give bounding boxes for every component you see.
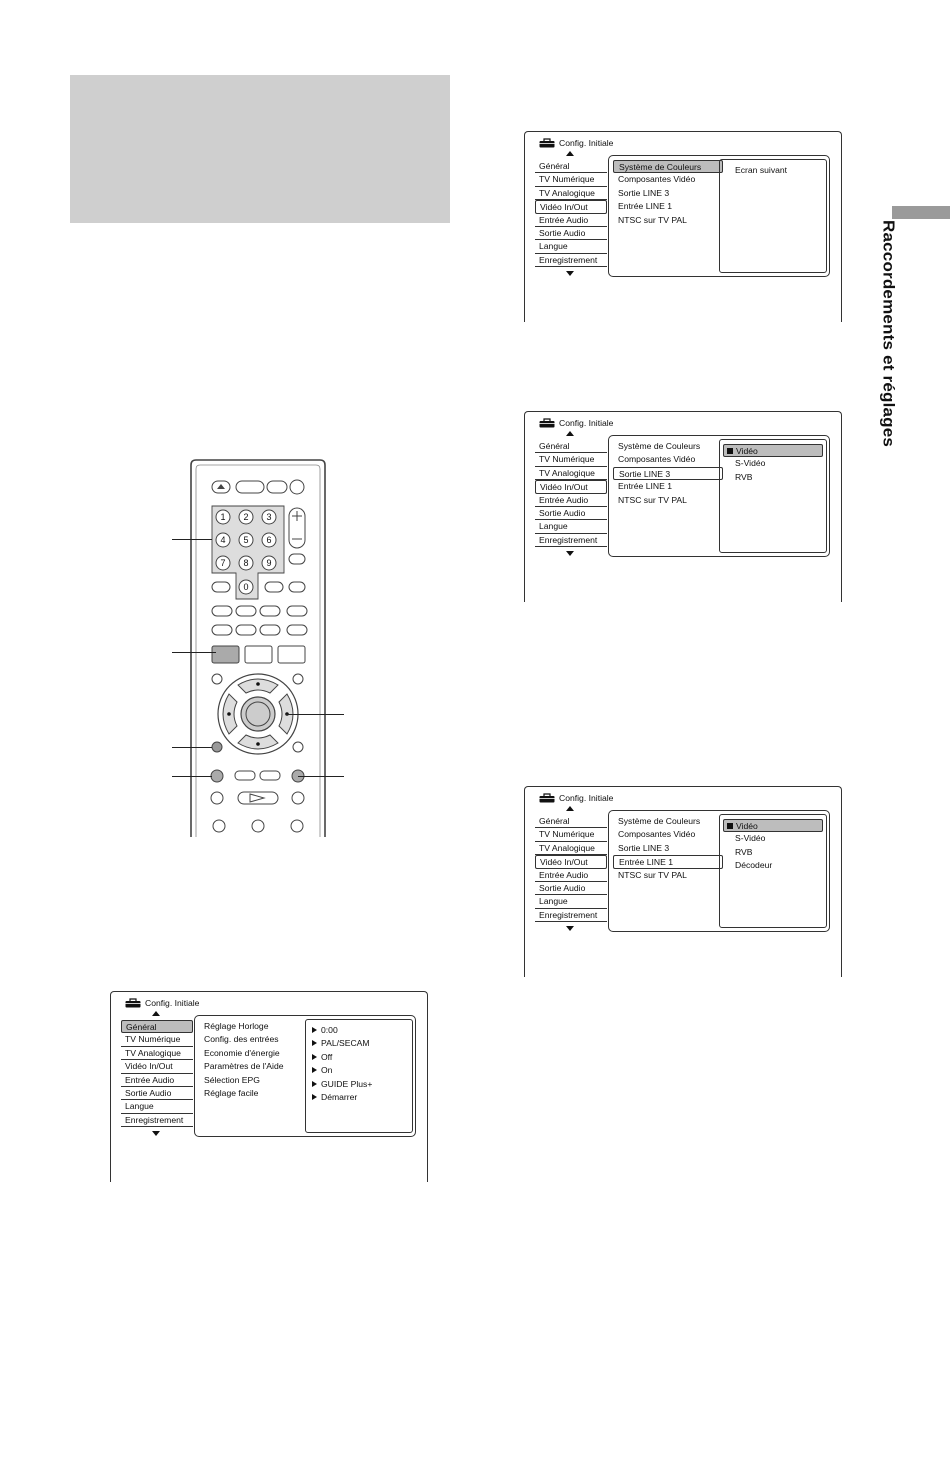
category-item[interactable]: TV Analogique	[121, 1047, 193, 1060]
scroll-down-icon	[566, 551, 574, 556]
value-text: Ecran suivant	[735, 165, 788, 175]
scroll-up-icon	[566, 806, 574, 811]
value-list	[720, 440, 826, 484]
callout-line-system-menu	[172, 652, 216, 653]
screen-title	[539, 792, 613, 804]
toolbox-icon	[539, 793, 555, 803]
callout-line-next	[298, 776, 344, 777]
category-item[interactable]: Enregistrement	[535, 254, 607, 267]
category-item[interactable]: TV Numérique	[535, 173, 607, 186]
screen-title-text: Config. Initiale	[559, 793, 614, 803]
remote-digit-3: 3	[266, 512, 272, 523]
value-text: S-Vidéo	[735, 833, 766, 844]
category-item[interactable]: TV Analogique	[535, 842, 607, 855]
category-item[interactable]: Enregistrement	[535, 534, 607, 547]
section-title-text: Raccordements et réglages	[879, 220, 897, 448]
screen-title-text: Config. Initiale	[145, 998, 200, 1008]
play-triangle-icon	[312, 1094, 317, 1100]
value-item[interactable]	[723, 444, 823, 457]
callout-line-return	[172, 747, 212, 748]
value-list	[720, 815, 826, 873]
option-item[interactable]: Entrée LINE 1	[618, 481, 672, 492]
value-item[interactable]	[723, 832, 823, 845]
category-item[interactable]: Vidéo In/Out	[121, 1060, 193, 1073]
value-item[interactable]	[723, 164, 823, 177]
setup-screen-video-step2	[524, 411, 842, 602]
category-list	[535, 160, 607, 267]
category-item[interactable]: Vidéo In/Out	[535, 200, 607, 213]
option-item[interactable]: Entrée LINE 1	[618, 201, 672, 212]
category-item[interactable]: TV Numérique	[535, 453, 607, 466]
scroll-up-icon	[566, 431, 574, 436]
value-item[interactable]	[309, 1037, 409, 1050]
settings-panel	[194, 1015, 416, 1137]
callout-line-number-buttons	[172, 539, 212, 540]
value-text: PAL/SECAM	[321, 1038, 370, 1049]
value-item[interactable]	[723, 457, 823, 470]
option-item[interactable]: Sortie LINE 3	[613, 467, 723, 480]
remote-digit-7: 7	[220, 558, 226, 569]
option-item[interactable]: Système de Couleurs	[613, 160, 723, 173]
value-panel	[305, 1019, 413, 1133]
category-item[interactable]: Général	[535, 440, 607, 453]
category-item[interactable]: Sortie Audio	[535, 507, 607, 520]
category-item[interactable]: TV Analogique	[535, 187, 607, 200]
category-item[interactable]: Général	[535, 815, 607, 828]
value-item[interactable]	[309, 1024, 409, 1037]
value-text: Off	[321, 1051, 333, 1062]
value-panel	[719, 159, 827, 273]
category-item[interactable]: Enregistrement	[535, 909, 607, 922]
value-text: RVB	[735, 471, 753, 482]
value-text: GUIDE Plus+	[321, 1078, 373, 1089]
value-text: RVB	[735, 846, 753, 857]
value-item[interactable]	[723, 846, 823, 859]
play-triangle-icon	[312, 1067, 317, 1073]
value-text: Démarrer	[321, 1091, 358, 1102]
value-text: Vidéo	[736, 821, 758, 831]
value-item[interactable]	[309, 1091, 409, 1104]
value-item[interactable]	[309, 1051, 409, 1064]
remote-digit-2: 2	[243, 512, 249, 523]
toolbox-icon	[539, 138, 555, 148]
play-triangle-icon	[312, 1054, 317, 1060]
scroll-down-icon	[152, 1131, 160, 1136]
remote-digit-8: 8	[243, 558, 249, 569]
option-item[interactable]: NTSC sur TV PAL	[618, 869, 687, 880]
remote-digit-5: 5	[243, 535, 249, 546]
screen-title	[125, 997, 199, 1009]
category-list	[121, 1020, 193, 1127]
value-item[interactable]	[723, 859, 823, 872]
scroll-down-icon	[566, 271, 574, 276]
selected-square-icon	[727, 823, 733, 829]
option-list	[613, 815, 723, 882]
scroll-up-icon	[152, 1011, 160, 1016]
setup-screen-video-step3	[524, 786, 842, 977]
option-item[interactable]: Paramètres de l'Aide	[204, 1061, 284, 1072]
option-item[interactable]: Sortie LINE 3	[618, 187, 670, 198]
option-list	[199, 1020, 309, 1100]
option-item[interactable]: Système de Couleurs	[618, 441, 701, 451]
option-item[interactable]: Système de Couleurs	[618, 816, 701, 826]
setup-screen-general	[110, 991, 428, 1182]
value-panel	[719, 439, 827, 553]
value-item[interactable]	[723, 819, 823, 832]
remote-digit-4: 4	[220, 535, 226, 546]
option-item[interactable]: Composantes Vidéo	[618, 454, 696, 465]
option-item[interactable]: Composantes Vidéo	[618, 174, 696, 185]
screen-title	[539, 137, 613, 149]
settings-panel	[608, 810, 830, 932]
option-item[interactable]: NTSC sur TV PAL	[618, 214, 687, 225]
option-item[interactable]: Economie d'énergie	[204, 1047, 280, 1058]
option-item[interactable]: Composantes Vidéo	[618, 829, 696, 840]
remote-digit-0: 0	[243, 582, 249, 593]
option-list	[613, 440, 723, 507]
value-text: S-Vidéo	[735, 458, 766, 469]
setup-screen-video-step1	[524, 131, 842, 322]
option-item[interactable]: Entrée LINE 1	[613, 855, 723, 868]
section-tab-marker	[892, 206, 950, 219]
option-item[interactable]: Config. des entrées	[204, 1034, 279, 1045]
category-item[interactable]: Langue	[121, 1100, 193, 1113]
value-list	[720, 160, 826, 177]
value-text: 0:00	[321, 1025, 338, 1035]
option-item[interactable]: Réglage Horloge	[204, 1021, 269, 1031]
category-item[interactable]: Vidéo In/Out	[535, 480, 607, 493]
play-triangle-icon	[312, 1081, 317, 1087]
category-item[interactable]: Sortie Audio	[121, 1087, 193, 1100]
option-list	[613, 160, 723, 227]
category-item[interactable]: Sortie Audio	[535, 882, 607, 895]
category-item[interactable]: TV Numérique	[121, 1033, 193, 1046]
category-item[interactable]: Général	[121, 1020, 193, 1033]
option-item[interactable]: Sélection EPG	[204, 1074, 260, 1085]
category-item[interactable]: TV Numérique	[535, 828, 607, 841]
category-item[interactable]: Enregistrement	[121, 1114, 193, 1127]
section-side-title	[878, 220, 914, 480]
value-item[interactable]	[723, 471, 823, 484]
screen-title-text: Config. Initiale	[559, 138, 614, 148]
selected-square-icon	[727, 448, 733, 454]
category-item[interactable]: Sortie Audio	[535, 227, 607, 240]
category-item[interactable]: Entrée Audio	[535, 214, 607, 227]
play-triangle-icon	[312, 1027, 317, 1033]
screen-title	[539, 417, 613, 429]
screen-title-text: Config. Initiale	[559, 418, 614, 428]
value-text: Vidéo	[736, 446, 758, 456]
category-item[interactable]: Langue	[535, 240, 607, 253]
scroll-up-icon	[566, 151, 574, 156]
remote-control-illustration	[190, 459, 326, 837]
category-item[interactable]: Général	[535, 160, 607, 173]
callout-line-prev	[172, 776, 212, 777]
category-list	[535, 815, 607, 922]
value-item[interactable]	[309, 1078, 409, 1091]
option-item[interactable]: Réglage facile	[204, 1087, 259, 1098]
callout-line-arrow-buttons	[286, 714, 344, 715]
value-panel	[719, 814, 827, 928]
category-item[interactable]: TV Analogique	[535, 467, 607, 480]
category-item[interactable]: Langue	[535, 520, 607, 533]
value-item[interactable]	[309, 1064, 409, 1077]
scroll-down-icon	[566, 926, 574, 931]
category-item[interactable]: Entrée Audio	[535, 869, 607, 882]
value-text: On	[321, 1065, 333, 1076]
category-item[interactable]: Langue	[535, 895, 607, 908]
toolbox-icon	[539, 418, 555, 428]
category-item[interactable]: Entrée Audio	[121, 1074, 193, 1087]
category-item[interactable]: Entrée Audio	[535, 494, 607, 507]
value-list	[306, 1020, 412, 1104]
category-item[interactable]: Vidéo In/Out	[535, 855, 607, 868]
heading-placeholder-box	[70, 75, 450, 223]
option-item[interactable]: NTSC sur TV PAL	[618, 494, 687, 505]
value-text: Décodeur	[735, 860, 773, 871]
option-item[interactable]: Sortie LINE 3	[618, 842, 670, 853]
play-triangle-icon	[312, 1040, 317, 1046]
remote-digit-1: 1	[220, 512, 226, 523]
category-list	[535, 440, 607, 547]
settings-panel	[608, 155, 830, 277]
remote-digit-6: 6	[266, 535, 272, 546]
settings-panel	[608, 435, 830, 557]
toolbox-icon	[125, 998, 141, 1008]
remote-digit-9: 9	[266, 558, 272, 569]
